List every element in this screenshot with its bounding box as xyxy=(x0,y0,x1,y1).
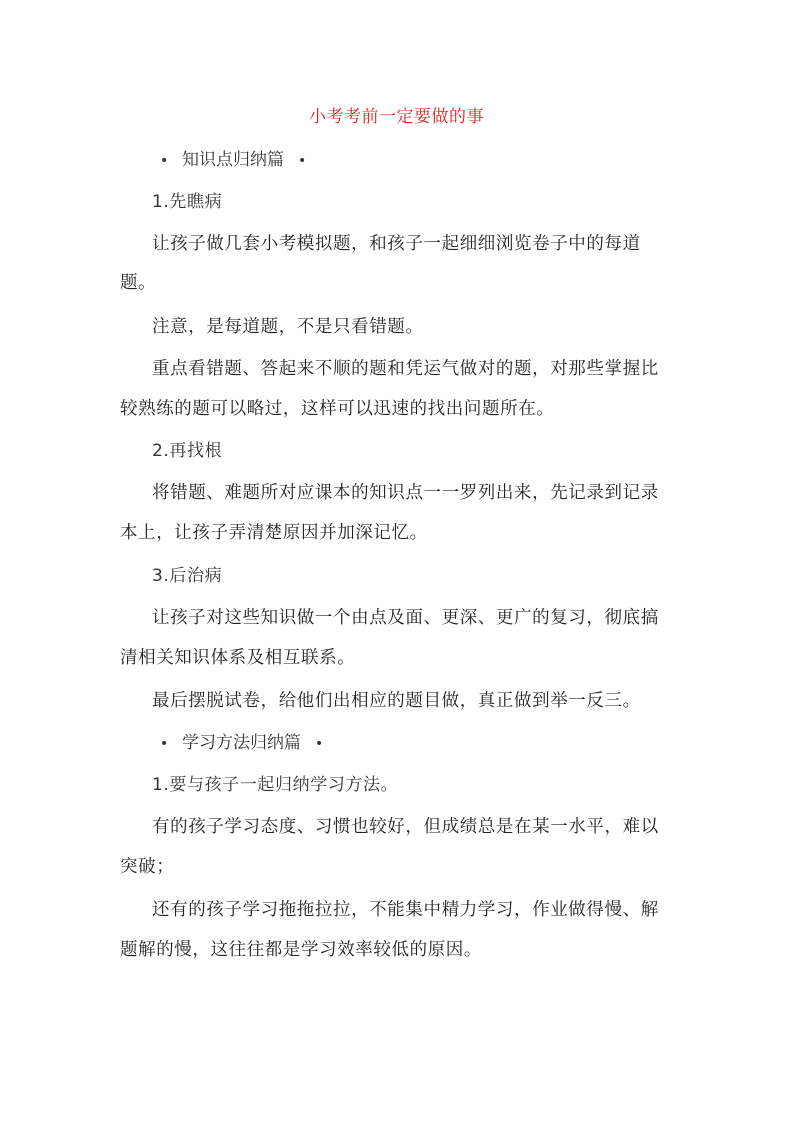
paragraph-line: 最后摆脱试卷，给他们出相应的题目做，真正做到举一反三。 xyxy=(152,691,641,711)
section-heading-methods xyxy=(160,730,323,757)
paragraph-line: 较熟练的题可以略过，这样可以迅速的找出问题所在。 xyxy=(120,399,555,419)
paragraph-line: 重点看错题、答起来不顺的题和凭运气做对的题，对那些掌握比 xyxy=(152,359,659,379)
paragraph-line: 注意，是每道题，不是只看错题。 xyxy=(152,317,424,337)
paragraph-line: 突破； xyxy=(120,857,175,877)
item-heading: 1.先瞧病 xyxy=(152,192,223,212)
item-heading: 1.要与孩子一起归纳学习方法。 xyxy=(152,775,399,795)
item-heading: 2.再找根 xyxy=(152,441,223,461)
paragraph-line: 让孩子做几套小考模拟题，和孩子一起细细浏览卷子中的每道 xyxy=(152,234,641,254)
paragraph-line: 将错题、难题所对应课本的知识点一一罗列出来，先记录到记录 xyxy=(152,483,659,503)
paragraph-line: 还有的孩子学习拖拖拉拉，不能集中精力学习，作业做得慢、解 xyxy=(152,900,659,920)
bullet-icon: • xyxy=(315,736,324,752)
bullet-icon: • xyxy=(160,153,169,169)
paragraph-line: 题。 xyxy=(120,273,157,293)
section-heading-knowledge xyxy=(160,147,306,174)
bullet-icon: • xyxy=(298,153,307,169)
document-title: 小考考前一定要做的事 xyxy=(309,107,484,127)
paragraph-line: 有的孩子学习态度、习惯也较好，但成绩总是在某一水平，难以 xyxy=(152,817,659,837)
paragraph-line: 让孩子对这些知识做一个由点及面、更深、更广的复习，彻底搞 xyxy=(152,608,659,628)
paragraph-line: 题解的慢，这往往都是学习效率较低的原因。 xyxy=(120,940,482,960)
bullet-icon: • xyxy=(160,736,169,752)
paragraph-line: 本上，让孩子弄清楚原因并加深记忆。 xyxy=(120,523,428,543)
section-heading-text: 学习方法归纳篇 xyxy=(182,733,301,753)
section-heading-text: 知识点归纳篇 xyxy=(182,150,284,170)
paragraph-line: 清相关知识体系及相互联系。 xyxy=(120,648,356,668)
item-heading: 3.后治病 xyxy=(152,566,223,586)
